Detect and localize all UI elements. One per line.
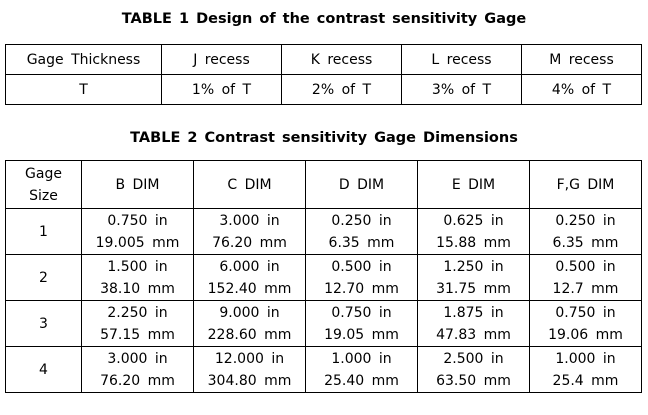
cell-e-dim xyxy=(418,255,530,301)
header-j-recess: J recess xyxy=(162,45,282,75)
value-millimeters: 25.40 mm xyxy=(324,372,399,389)
cell-fg-dim xyxy=(530,209,642,255)
cell-e-dim xyxy=(418,347,530,393)
header-d-dim: D DIM xyxy=(306,161,418,209)
value-millimeters: 6.35 mm xyxy=(552,234,619,251)
table2-title: TABLE 2 Contrast sensitivity Gage Dimensions xyxy=(130,130,518,146)
gage-dimensions-table xyxy=(5,160,642,393)
table-row xyxy=(6,209,642,255)
header-l-recess: L recess xyxy=(402,45,522,75)
table-row xyxy=(6,347,642,393)
cell-c-dim xyxy=(194,209,306,255)
value-millimeters: 76.20 mm xyxy=(212,234,287,251)
value-millimeters: 63.50 mm xyxy=(436,372,511,389)
value-inches: 9.000 in xyxy=(219,304,280,321)
value-inches: 0.625 in xyxy=(443,212,504,229)
header-k-recess: K recess xyxy=(282,45,402,75)
cell-b-dim xyxy=(82,301,194,347)
value-inches: 0.750 in xyxy=(331,304,392,321)
cell-m-recess: 4% of T xyxy=(522,75,642,105)
header-gage-size-line1: Gage xyxy=(25,165,62,182)
value-inches: 1.000 in xyxy=(331,350,392,367)
value-millimeters: 12.70 mm xyxy=(324,280,399,297)
value-millimeters: 15.88 mm xyxy=(436,234,511,251)
header-gage-thickness: Gage Thickness xyxy=(6,45,162,75)
value-millimeters: 6.35 mm xyxy=(328,234,395,251)
value-inches: 1.000 in xyxy=(555,350,616,367)
table-row xyxy=(6,301,642,347)
header-b-dim: B DIM xyxy=(82,161,194,209)
value-millimeters: 57.15 mm xyxy=(100,326,175,343)
header-m-recess: M recess xyxy=(522,45,642,75)
value-inches: 12.000 in xyxy=(214,350,285,367)
value-inches: 0.750 in xyxy=(555,304,616,321)
cell-b-dim xyxy=(82,347,194,393)
value-inches: 6.000 in xyxy=(219,258,280,275)
cell-b-dim xyxy=(82,209,194,255)
value-inches: 1.250 in xyxy=(443,258,504,275)
cell-c-dim xyxy=(194,255,306,301)
cell-gage-size: 1 xyxy=(6,209,82,255)
header-c-dim: C DIM xyxy=(194,161,306,209)
cell-b-dim xyxy=(82,255,194,301)
cell-d-dim xyxy=(306,255,418,301)
value-millimeters: 25.4 mm xyxy=(552,372,619,389)
value-inches: 1.500 in xyxy=(107,258,168,275)
value-inches: 2.250 in xyxy=(107,304,168,321)
header-gage-size-line2: Size xyxy=(29,187,58,204)
cell-d-dim xyxy=(306,347,418,393)
value-inches: 0.500 in xyxy=(555,258,616,275)
table1-title: TABLE 1 Design of the contrast sensitivity Gage xyxy=(121,11,527,27)
value-inches: 1.875 in xyxy=(443,304,504,321)
cell-j-recess: 1% of T xyxy=(162,75,282,105)
gage-design-table xyxy=(5,44,642,105)
value-inches: 0.250 in xyxy=(555,212,616,229)
cell-thickness: T xyxy=(6,75,162,105)
cell-gage-size: 4 xyxy=(6,347,82,393)
header-e-dim: E DIM xyxy=(418,161,530,209)
value-millimeters: 31.75 mm xyxy=(436,280,511,297)
cell-e-dim xyxy=(418,209,530,255)
value-inches: 3.000 in xyxy=(107,350,168,367)
value-millimeters: 304.80 mm xyxy=(207,372,292,389)
table2-header-row xyxy=(6,161,642,209)
value-inches: 0.750 in xyxy=(107,212,168,229)
cell-d-dim xyxy=(306,301,418,347)
value-inches: 2.500 in xyxy=(443,350,504,367)
cell-c-dim xyxy=(194,301,306,347)
header-gage-size xyxy=(6,161,82,209)
cell-fg-dim xyxy=(530,347,642,393)
value-millimeters: 19.005 mm xyxy=(95,234,180,251)
cell-fg-dim xyxy=(530,301,642,347)
table1-data-row xyxy=(6,75,642,105)
value-millimeters: 47.83 mm xyxy=(436,326,511,343)
cell-gage-size: 3 xyxy=(6,301,82,347)
value-millimeters: 19.05 mm xyxy=(324,326,399,343)
cell-k-recess: 2% of T xyxy=(282,75,402,105)
cell-fg-dim xyxy=(530,255,642,301)
value-millimeters: 76.20 mm xyxy=(100,372,175,389)
value-millimeters: 12.7 mm xyxy=(552,280,619,297)
cell-l-recess: 3% of T xyxy=(402,75,522,105)
table1-header-row xyxy=(6,45,642,75)
value-millimeters: 152.40 mm xyxy=(207,280,292,297)
cell-e-dim xyxy=(418,301,530,347)
value-inches: 0.250 in xyxy=(331,212,392,229)
value-inches: 3.000 in xyxy=(219,212,280,229)
value-millimeters: 19.06 mm xyxy=(548,326,623,343)
cell-c-dim xyxy=(194,347,306,393)
table-row xyxy=(6,255,642,301)
header-fg-dim: F,G DIM xyxy=(530,161,642,209)
cell-d-dim xyxy=(306,209,418,255)
value-millimeters: 38.10 mm xyxy=(100,280,175,297)
value-millimeters: 228.60 mm xyxy=(207,326,292,343)
value-inches: 0.500 in xyxy=(331,258,392,275)
cell-gage-size: 2 xyxy=(6,255,82,301)
